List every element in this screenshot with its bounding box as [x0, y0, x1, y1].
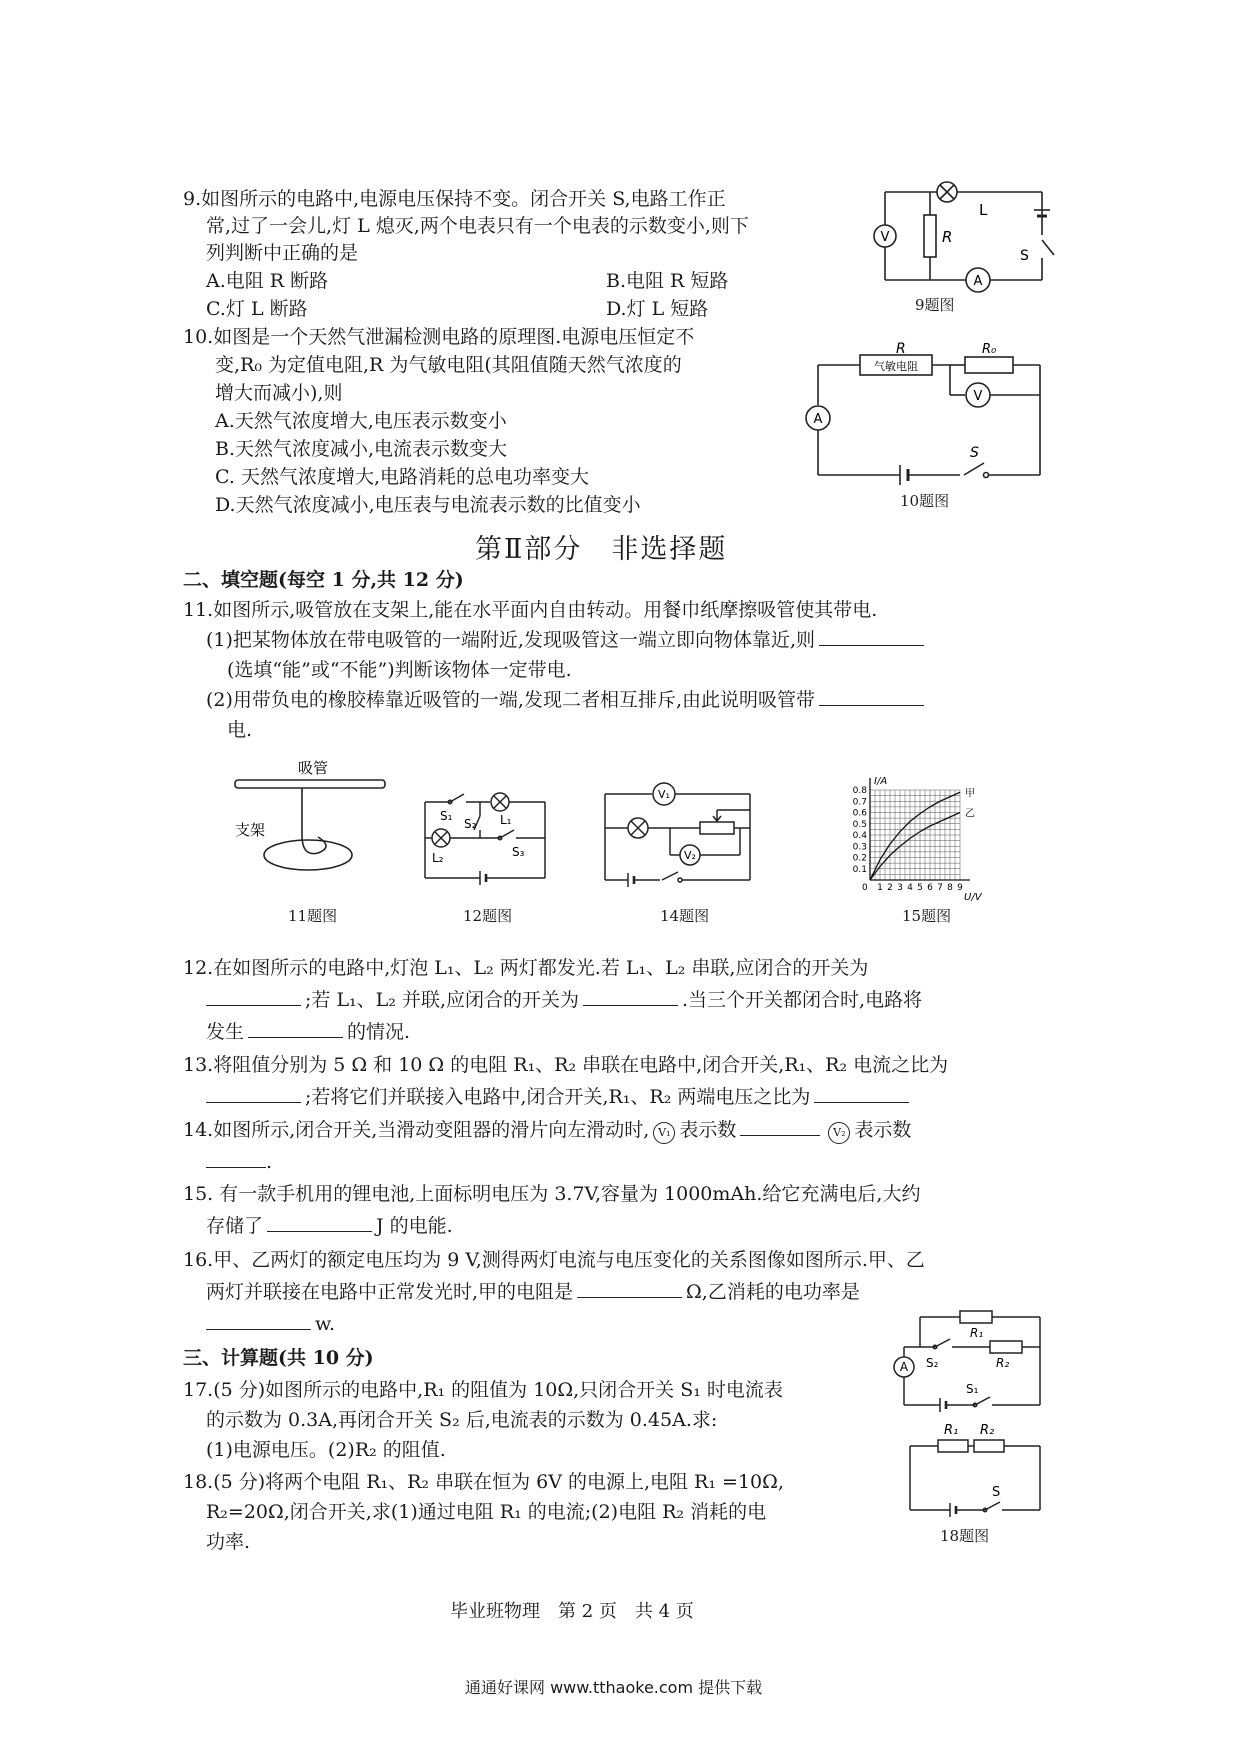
q9-fig-v-label: V: [880, 230, 890, 245]
q10-option-b: B.天然气浓度减小,电流表示数变大: [215, 438, 508, 460]
q9-fig-r-label: R: [942, 228, 953, 246]
q12-fig-l1-label: L₁: [500, 813, 512, 827]
q9-option-a: A.电阻 R 断路: [206, 270, 329, 292]
q18-figure-caption: 18题图: [940, 1527, 990, 1545]
q9-line-3: 列判断中正确的是: [206, 242, 359, 264]
q16-blank-1[interactable]: [577, 1279, 682, 1298]
q12-line-2a: ;若 L₁、L₂ 并联,应闭合的开关为: [305, 989, 579, 1011]
q13-line-2: [206, 1084, 909, 1110]
q16-line-3: [206, 1311, 335, 1337]
q12-fig-s3-label: S₃: [512, 845, 525, 859]
q17-fig-s1-label: S₁: [966, 1382, 979, 1396]
q15-figure-caption: 15题图: [902, 907, 952, 925]
q18-line-3: 功率.: [206, 1531, 251, 1553]
q16-line-3-text: w.: [315, 1313, 336, 1335]
q10-circuit-diagram: [800, 341, 1050, 485]
q16-line-2a: 两灯并联接在电路中正常发光时,甲的电阻是: [206, 1281, 574, 1303]
chart-y-tick-label: 0.1: [852, 864, 867, 875]
q9-option-b: B.电阻 R 短路: [606, 270, 729, 292]
q10-fig-a-label: A: [813, 412, 823, 427]
chart-x-axis-label: U/V: [964, 892, 982, 903]
q14-v1-symbol: V₁: [653, 1122, 675, 1144]
q11-blank-2[interactable]: [819, 687, 924, 706]
q15-line-2: [206, 1213, 453, 1239]
q15-iu-chart: [840, 770, 990, 903]
q9-fig-s-label: S: [1020, 248, 1029, 264]
q12-line-2b: .当三个开关都闭合时,电路将: [682, 989, 923, 1011]
q11-line-2: [206, 627, 924, 653]
q14-figure-caption: 14题图: [660, 907, 710, 925]
q17-line-2: 的示数为 0.3A,再闭合开关 S₂ 后,电流表的示数为 0.45A.求:: [206, 1409, 718, 1431]
section-2-title: 二、填空题(每空 1 分,共 12 分): [183, 569, 464, 591]
q16-blank-2[interactable]: [206, 1311, 311, 1330]
q14-line-1: [183, 1117, 911, 1144]
q11-line-1: 11.如图所示,吸管放在支架上,能在水平面内自由转动。用餐巾纸摩擦吸管使其带电.: [183, 599, 878, 621]
q12-circuit-diagram: [420, 790, 550, 890]
q14-line-2-text: .: [266, 1151, 273, 1173]
q16-line-2b: Ω,乙消耗的电功率是: [686, 1281, 860, 1303]
q11-line-4-text: (2)用带负电的橡胶棒靠近吸管的一端,发现二者相互排斥,由此说明吸管带: [206, 689, 815, 711]
q9-line-1: 9.如图所示的电路中,电源电压保持不变。闭合开关 S,电路工作正: [183, 188, 726, 210]
chart-series-label-jia: 甲: [965, 788, 975, 800]
q12-line-2: [206, 987, 922, 1013]
site-attribution: 通通好课网 www.tthaoke.com 提供下载: [465, 1678, 763, 1697]
q12-fig-l2-label: L₂: [432, 851, 444, 865]
q18-circuit-diagram: [900, 1420, 1050, 1520]
q14-v2-symbol: V₂: [828, 1122, 850, 1144]
chart-x-tick-label: 6: [927, 883, 933, 893]
q13-blank-2[interactable]: [814, 1084, 909, 1103]
q14-fig-v2-label: V₂: [684, 849, 696, 862]
q12-blank-1[interactable]: [206, 987, 301, 1006]
q18-line-2: R₂=20Ω,闭合开关,求(1)通过电阻 R₁ 的电流;(2)电阻 R₂ 消耗的电: [206, 1501, 767, 1523]
q13-line-2-text: ;若将它们并联接入电路中,闭合开关,R₁、R₂ 两端电压之比为: [305, 1086, 811, 1108]
q10-fig-s-label: S: [970, 445, 979, 461]
q17-line-1: 17.(5 分)如图所示的电路中,R₁ 的阻值为 10Ω,只闭合开关 S₁ 时电流表: [183, 1379, 783, 1401]
q17-circuit-diagram: [890, 1305, 1050, 1415]
chart-x-tick-label: 8: [947, 883, 953, 893]
chart-y-tick-label: 0.8: [852, 786, 867, 796]
q14-line-2: [206, 1149, 272, 1175]
q9-circuit-diagram: [870, 180, 1060, 290]
page-footer: 毕业班物理 第 2 页 共 4 页: [450, 1601, 694, 1622]
q11-straw-figure: [230, 759, 390, 875]
q17-fig-a-label: A: [899, 1360, 909, 1374]
q16-line-2: [206, 1279, 860, 1305]
chart-y-tick-label: 0.4: [852, 831, 867, 841]
q18-line-1: 18.(5 分)将两个电阻 R₁、R₂ 串联在恒为 6V 的电源上,电阻 R₁ =10Ω,: [183, 1471, 784, 1493]
chart-y-tick-label: 0.5: [852, 819, 867, 830]
chart-y-axis-label: I/A: [874, 776, 888, 787]
q10-fig-r-label: R: [896, 341, 906, 357]
q9-fig-l-label: L: [979, 201, 988, 219]
q12-line-3b: 的情况.: [347, 1021, 411, 1043]
q9-option-d: D.灯 L 短路: [606, 298, 709, 320]
q10-figure-caption: 10题图: [900, 492, 950, 510]
q14-line-1b: 表示数: [679, 1119, 737, 1141]
q15-line-1: 15. 有一款手机用的锂电池,上面标明电压为 3.7V,容量为 1000mAh.给它充满电后,大约: [183, 1183, 921, 1205]
chart-x-tick-label: 3: [897, 883, 903, 893]
q12-line-1: 12.在如图所示的电路中,灯泡 L₁、L₂ 两灯都发光.若 L₁、L₂ 串联,应闭合的开关为: [183, 957, 869, 979]
q10-line-1: 10.如图是一个天然气泄漏检测电路的原理图.电源电压恒定不: [183, 326, 695, 348]
q10-fig-v-label: V: [973, 389, 983, 404]
q10-option-c: C. 天然气浓度增大,电路消耗的总电功率变大: [215, 466, 589, 488]
chart-y-tick-label: 0.7: [852, 797, 867, 808]
q10-option-a: A.天然气浓度增大,电压表示数变小: [215, 410, 507, 432]
q12-blank-2[interactable]: [583, 987, 678, 1006]
section-3-title: 三、计算题(共 10 分): [183, 1347, 374, 1369]
chart-x-tick-label: 4: [907, 883, 913, 893]
q10-fig-r0-label: R₀: [982, 342, 997, 357]
q11-line-4: [206, 687, 924, 713]
chart-series-label-yi: 乙: [965, 808, 975, 820]
q11-line-2-text: (1)把某物体放在带电吸管的一端附近,发现吸管这一端立即向物体靠近,则: [206, 629, 815, 651]
q15-blank-1[interactable]: [267, 1213, 372, 1232]
q9-option-c: C.灯 L 断路: [206, 298, 308, 320]
chart-x-tick-label: 1: [877, 883, 883, 893]
q10-option-d: D.天然气浓度减小,电压表与电流表示数的比值变小: [215, 494, 641, 516]
chart-x-tick-label: 7: [937, 883, 943, 893]
q14-blank-2[interactable]: [206, 1149, 266, 1168]
q13-line-1: 13.将阻值分别为 5 Ω 和 10 Ω 的电阻 R₁、R₂ 串联在电路中,闭合开关,R₁、R₂ 电流之比为: [183, 1054, 949, 1076]
q12-line-3: [206, 1019, 410, 1045]
q12-blank-3[interactable]: [248, 1019, 343, 1038]
q17-line-3: (1)电源电压。(2)R₂ 的阻值.: [206, 1439, 446, 1461]
q14-line-1a: 14.如图所示,闭合开关,当滑动变阻器的滑片向左滑动时,: [183, 1119, 650, 1141]
q14-fig-v1-label: V₁: [658, 788, 670, 801]
q12-fig-s1-label: S₁: [440, 809, 453, 823]
q14-blank-1[interactable]: [740, 1117, 820, 1136]
q11-line-5: 电.: [227, 719, 253, 741]
q14-line-1c: 表示数: [854, 1119, 912, 1141]
q11-fig-straw-label: 吸管: [298, 759, 329, 777]
q18-fig-s-label: S: [992, 1485, 1001, 1500]
chart-x-tick-label: 2: [887, 883, 893, 893]
q17-fig-r1-label: R₁: [970, 1326, 984, 1340]
chart-y-tick-label: 0.2: [852, 853, 867, 864]
q12-figure-caption: 12题图: [463, 907, 513, 925]
q10-line-2: 变,R₀ 为定值电阻,R 为气敏电阻(其阻值随天然气浓度的: [215, 354, 682, 376]
q10-line-3: 增大而减小),则: [215, 382, 343, 404]
q15-line-2b: J 的电能.: [376, 1215, 453, 1237]
part-2-title: 第Ⅱ部分 非选择题: [475, 534, 728, 565]
q12-line-3a: 发生: [206, 1021, 245, 1043]
q14-circuit-diagram: [600, 780, 770, 892]
q16-line-1: 16.甲、乙两灯的额定电压均为 9 V,测得两灯电流与电压变化的关系图像如图所示.甲、乙: [183, 1249, 925, 1271]
q9-figure-caption: 9题图: [915, 296, 955, 314]
q15-line-2a: 存储了: [206, 1215, 264, 1237]
q18-fig-r1-label: R₁: [944, 1423, 959, 1438]
q13-blank-1[interactable]: [206, 1084, 301, 1103]
q17-fig-r2-label: R₂: [996, 1356, 1010, 1370]
q11-line-3: (选填“能”或“不能”)判断该物体一定带电.: [227, 659, 572, 681]
chart-x-tick-label: 9: [957, 883, 963, 893]
q18-fig-r2-label: R₂: [980, 1423, 995, 1438]
q10-fig-sensor-label: 气敏电阻: [874, 360, 918, 373]
q9-line-2: 常,过了一会儿,灯 L 熄灭,两个电表只有一个电表的示数变小,则下: [206, 215, 749, 237]
chart-origin-label: 0: [862, 883, 868, 893]
q11-blank-1[interactable]: [819, 627, 924, 646]
chart-y-tick-label: 0.6: [852, 808, 867, 819]
q11-figure-caption: 11题图: [288, 907, 338, 925]
chart-y-tick-label: 0.3: [852, 842, 867, 853]
chart-x-tick-label: 5: [917, 883, 923, 893]
q9-fig-a-label: A: [973, 274, 983, 289]
q17-fig-s2-label: S₂: [926, 1356, 939, 1370]
q11-fig-stand-label: 支架: [235, 821, 266, 839]
q12-fig-s2-label: S₂: [464, 817, 477, 831]
